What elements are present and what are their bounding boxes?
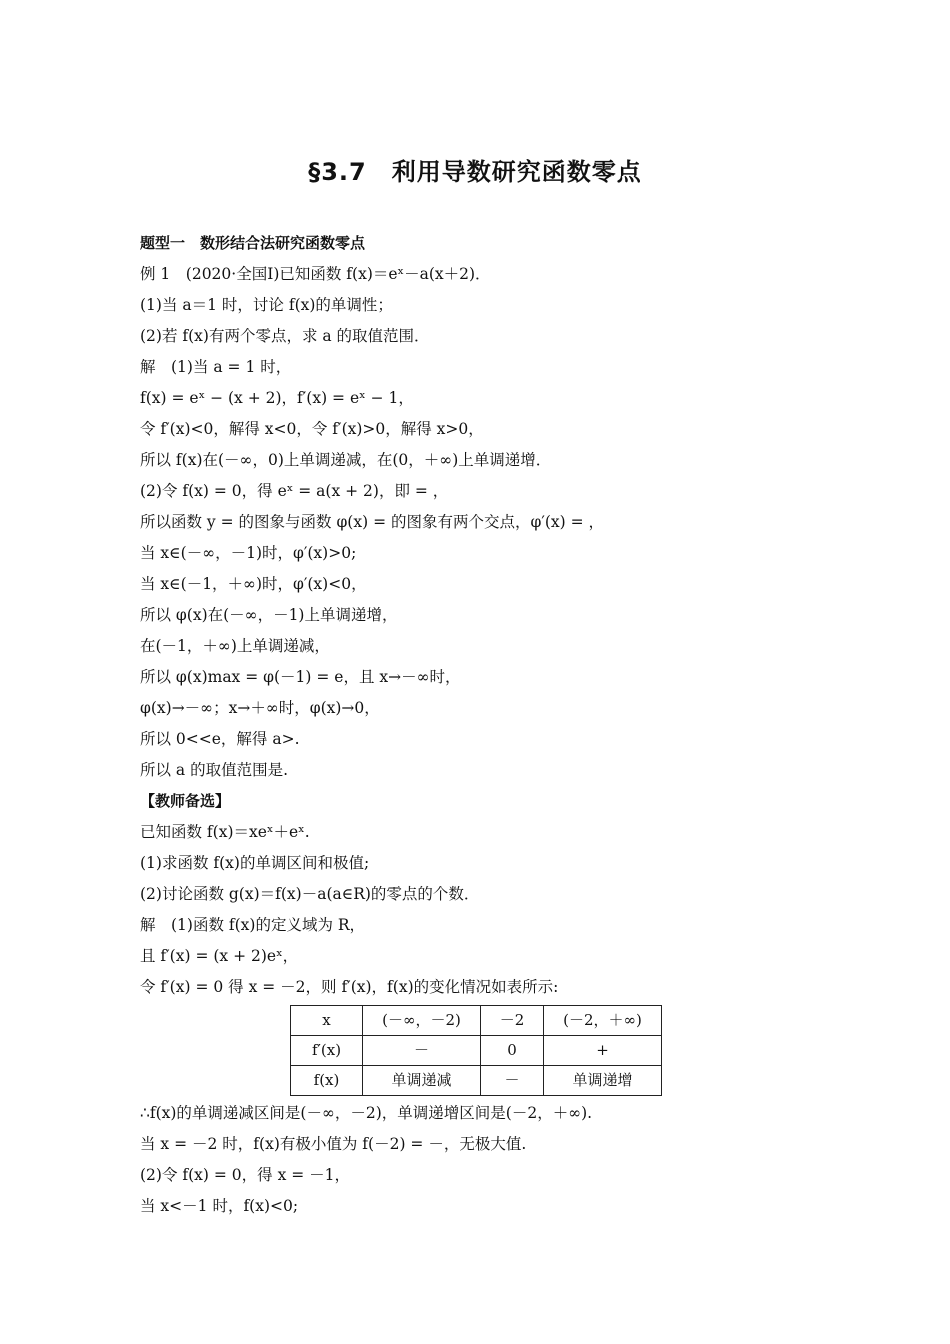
solution-line: 当 x = －2 时，f(x)有极小值为 f(－2) = －，无极大值. xyxy=(140,1135,527,1153)
solution-line: (2)令 f(x) = 0，得 x = －1， xyxy=(140,1166,351,1184)
solution-line: 当 x∈(－1，＋∞)时，φ′(x)<0， xyxy=(140,575,367,593)
section-heading: 题型一 数形结合法研究函数零点 xyxy=(140,234,366,252)
table-cell: (－2，＋∞) xyxy=(544,1006,662,1036)
solution-line: 所以 φ(x)max = φ(－1) = e，且 x→－∞时， xyxy=(140,668,461,686)
table-cell: (－∞，－2) xyxy=(363,1006,481,1036)
table-cell: － xyxy=(363,1036,481,1066)
solution-line: 所以函数 y = 的图象与函数 φ(x) = 的图象有两个交点，φ′(x) = ， xyxy=(140,513,605,531)
example-statement: 例 1 (2020·全国Ⅰ)已知函数 f(x)＝eˣ－a(x＋2)． xyxy=(140,265,491,283)
table-cell: f′(x) xyxy=(291,1036,363,1066)
solution-line: (2)令 f(x) = 0，得 eˣ = a(x + 2)，即 = ， xyxy=(140,482,449,500)
solution-line: 所以 f(x)在(－∞，0)上单调递减，在(0，＋∞)上单调递增． xyxy=(140,451,552,469)
variation-table-wrapper xyxy=(140,1005,820,1096)
solution-line: 所以 a 的取值范围是. xyxy=(140,761,289,779)
solution-line: 当 x∈(－∞，－1)时，φ′(x)>0; xyxy=(140,544,357,562)
teacher-problem: 已知函数 f(x)＝xeˣ＋eˣ. xyxy=(140,823,310,841)
table-cell: 0 xyxy=(481,1036,544,1066)
table-cell: + xyxy=(544,1036,662,1066)
table-cell: x xyxy=(291,1006,363,1036)
solution-line: 所以 0<<e，解得 a>. xyxy=(140,730,300,748)
document-body xyxy=(140,228,820,1222)
table-cell: f(x) xyxy=(291,1066,363,1096)
solution-line: 令 f′(x)<0，解得 x<0，令 f′(x)>0，解得 x>0， xyxy=(140,420,484,438)
table-cell: －2 xyxy=(481,1006,544,1036)
question-1: (1)当 a＝1 时，讨论 f(x)的单调性； xyxy=(140,296,393,314)
solution-line: φ(x)→－∞；x→＋∞时，φ(x)→0， xyxy=(140,699,380,717)
table-cell: 单调递减 xyxy=(363,1066,481,1096)
solution-line: 且 f′(x) = (x + 2)eˣ， xyxy=(140,947,299,965)
page-title: §3.7 利用导数研究函数零点 xyxy=(308,158,642,186)
table-row xyxy=(291,1006,662,1036)
table-cell: 单调递增 xyxy=(544,1066,662,1096)
solution-line: 解 (1)当 a = 1 时， xyxy=(140,358,292,376)
solution-line: 在(－1，＋∞)上单调递减， xyxy=(140,637,330,655)
teacher-section-heading: 【教师备选】 xyxy=(140,792,231,810)
solution-line: 当 x<－1 时，f(x)<0; xyxy=(140,1197,299,1215)
solution-line: 解 (1)函数 f(x)的定义域为 R， xyxy=(140,916,366,934)
solution-line: 所以 φ(x)在(－∞，－1)上单调递增， xyxy=(140,606,398,624)
question-2: (2)若 f(x)有两个零点，求 a 的取值范围． xyxy=(140,327,430,345)
solution-line: f(x) = eˣ − (x + 2)，f′(x) = eˣ − 1， xyxy=(140,389,414,407)
solution-line: 令 f′(x) = 0 得 x = －2，则 f′(x)，f(x)的变化情况如表所示: xyxy=(140,978,559,996)
teacher-question-2: (2)讨论函数 g(x)＝f(x)－a(a∈R)的零点的个数． xyxy=(140,885,480,903)
table-cell: － xyxy=(481,1066,544,1096)
teacher-question-1: (1)求函数 f(x)的单调区间和极值; xyxy=(140,854,370,872)
table-row xyxy=(291,1066,662,1096)
solution-line: ∴f(x)的单调递减区间是(－∞，－2)，单调递增区间是(－2，＋∞). xyxy=(140,1104,593,1122)
table-row xyxy=(291,1036,662,1066)
variation-table xyxy=(290,1005,662,1096)
